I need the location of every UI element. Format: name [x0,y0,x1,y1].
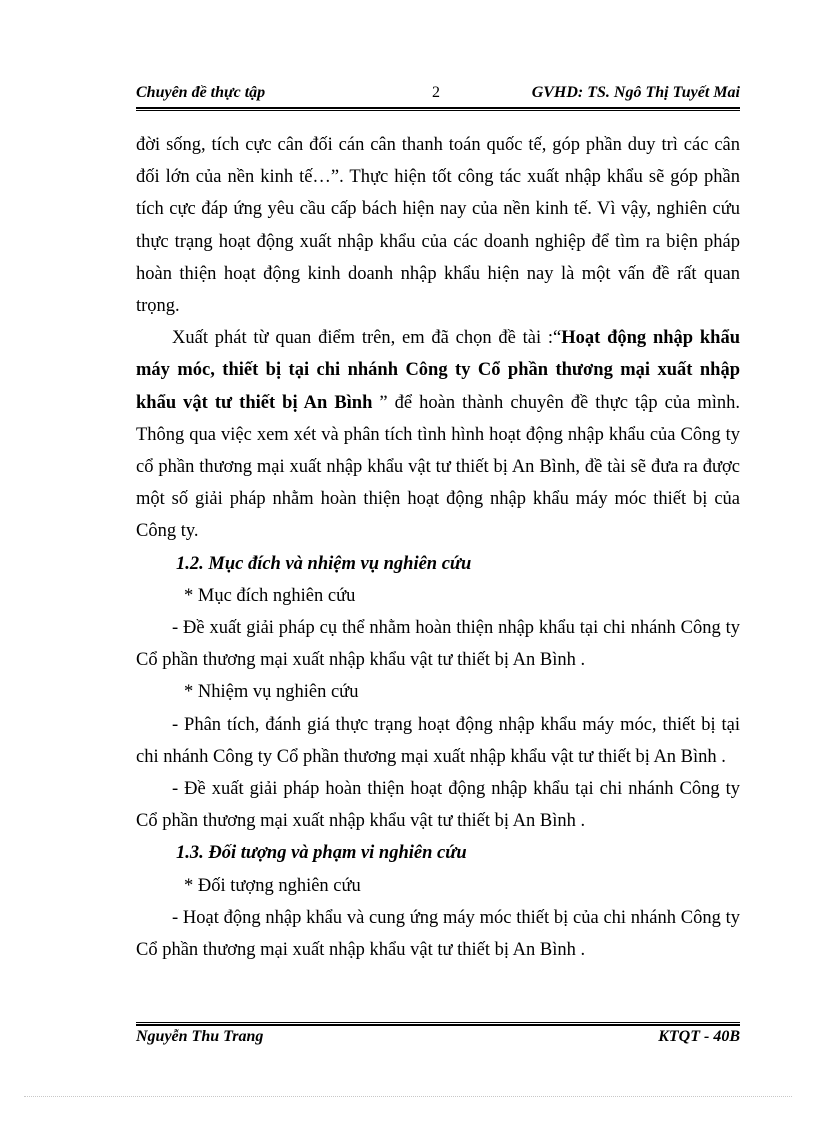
document-body [136,129,740,966]
header-title: Chuyên đề thực tập [136,84,266,101]
footer-class: KTQT - 40B [658,1028,740,1045]
task-item-1: - Phân tích, đánh giá thực trạng hoạt động nhập khẩu máy móc, thiết bị tại chi nhánh Công ty Cổ phần thương mại xuất nhập khẩu vật tư thiết bị An Bình . [136,714,740,767]
page-header [136,82,740,108]
purpose-item: - Đề xuất giải pháp cụ thể nhằm hoàn thiện nhập khẩu tại chi nhánh Công ty Cổ phần thương mại xuất nhập khẩu vật tư thiết bị An Bình . [136,618,740,671]
header-rule-thin [136,110,740,111]
footer-author: Nguyễn Thu Trang [136,1028,264,1045]
paragraph-1: đời sống, tích cực cân đối cán cân thanh toán quốc tế, góp phần duy trì các cân đối lớn của nền kinh tế…”. Thực hiện tốt công tác xuất nhập khẩu sẽ góp phần tích cực đáp ứng yêu cầu cấp bách hiện nay của nền kinh tế. Vì vậy, nghiên cứu thực trạng hoạt động xuất nhập khẩu của các doanh nghiệp để tìm ra biện pháp hoàn thiện hoạt động kinh doanh nhập khẩu hiện nay là một vấn đề rất quan trọng. [136,135,740,317]
header-rule [136,107,740,109]
section-heading-1-2: 1.2. Mục đích và nhiệm vụ nghiên cứu [176,553,472,574]
purpose-label: * Mục đích nghiên cứu [184,585,356,606]
header-advisor: GVHD: TS. Ngô Thị Tuyết Mai [531,84,740,101]
task-label: * Nhiệm vụ nghiên cứu [184,682,359,703]
page-number: 2 [432,84,440,101]
footer-rule-thin [136,1022,740,1023]
paragraph-2-intro: Xuất phát từ quan điểm trên, em đã chọn đề tài :“ [172,328,562,349]
section-heading-1-3: 1.3. Đối tượng và phạm vi nghiên cứu [176,843,467,864]
page-boundary-divider [24,1096,792,1097]
task-item-2: - Đề xuất giải pháp hoàn thiện hoạt động nhập khẩu tại chi nhánh Công ty Cổ phần thương mại xuất nhập khẩu vật tư thiết bị An Bình . [136,779,740,832]
thesis-title: Hoạt động nhập khẩu máy móc, thiết bị tại chi nhánh Công ty Cổ phần thương mại xuất nhập khẩu vật tư thiết bị An Bình [136,328,740,413]
footer-rule [136,1024,740,1026]
object-item: - Hoạt động nhập khẩu và cung ứng máy móc thiết bị của chi nhánh Công ty Cổ phần thương mại xuất nhập khẩu vật tư thiết bị An Bình . [136,907,740,961]
paragraph-2 [136,322,740,547]
paragraph-2-rest: ” để hoàn thành chuyên đề thực tập của mình. Thông qua việc xem xét và phân tích tình hình hoạt động nhập khẩu của Công ty cổ phần thương mại xuất nhập khẩu vật tư thiết bị An Bình, đề tài sẽ đưa ra được một số giải pháp nhằm hoàn thiện hoạt động nhập khẩu máy móc thiết bị của Công ty. [136,392,740,542]
object-label: * Đối tượng nghiên cứu [184,875,361,896]
